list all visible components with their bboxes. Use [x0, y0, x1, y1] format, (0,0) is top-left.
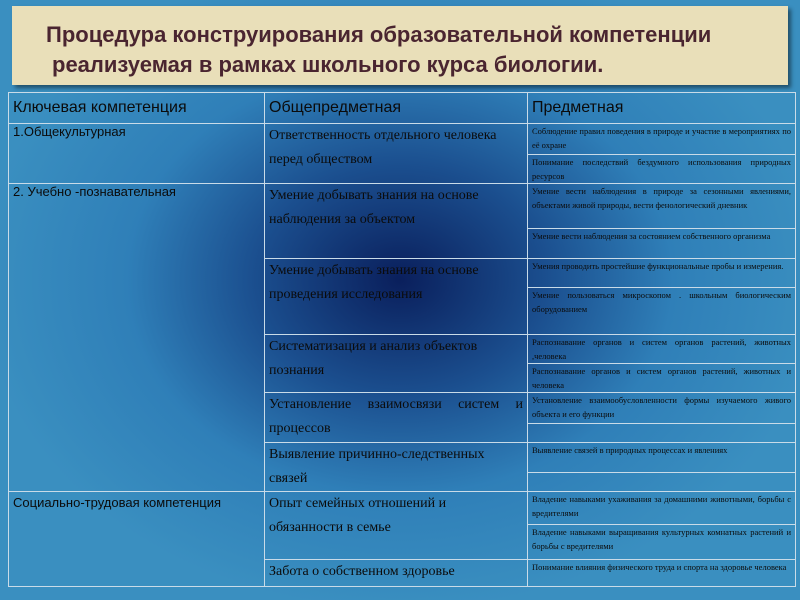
subject-cell: Владение навыками выращивания культурных комнатных растений и борьбы с вредителями [528, 525, 796, 560]
subject-cell: Умение вести наблюдения в природе за сезонными явлениями, объектами живой природы, вести фенологический дневник [528, 184, 796, 229]
key-competence-cell: 2. Учебно -познавательная [9, 184, 265, 492]
title-line-1: Процедура конструирования образовательной компетенции [46, 22, 712, 47]
subject-cell: Владение навыками ухаживания за домашними животными, борьбы с вредителями [528, 492, 796, 525]
title-banner [12, 6, 788, 85]
subject-cell-empty [528, 472, 796, 491]
subject-cell: Понимание последствий бездумного использования природных ресурсов [528, 155, 796, 184]
subject-cell: Распознавание органов и систем органов растений, животных ,человека [528, 335, 796, 364]
general-subject-cell: Забота о собственном здоровье [265, 560, 528, 587]
table-row [9, 492, 796, 525]
subject-cell: Умение вести наблюдения за состоянием собственного организма [528, 229, 796, 259]
general-subject-cell: Систематизация и анализ объектов познания [265, 335, 528, 393]
subject-cell: Распознавание органов и систем органов растений, животных и человека [528, 364, 796, 393]
subject-cell: Понимание влияния физического труда и спорта на здоровье человека [528, 560, 796, 587]
subject-cell-empty [528, 424, 796, 443]
general-subject-cell: Умение добывать знания на основе наблюдения за объектом [265, 184, 528, 259]
header-key-competence: Ключевая компетенция [9, 93, 265, 124]
subject-cell: Установление взаимообусловленности формы изучаемого живого объекта и его функции [528, 393, 796, 424]
general-subject-cell: Умение добывать знания на основе проведения исследования [265, 259, 528, 335]
subject-cell: Выявление связей в природных процессах и явлениях [528, 443, 796, 473]
subject-cell: Соблюдение правил поведения в природе и участие в мероприятиях по её охране [528, 124, 796, 155]
subject-cell: Умение пользоваться микроскопом . школьным биологическим оборудованием [528, 288, 796, 335]
subject-cell: Умения проводить простейшие функциональные пробы и измерения. [528, 259, 796, 288]
key-competence-cell: 1.Общекультурная [9, 124, 265, 184]
general-subject-cell: Опыт семейных отношений и обязанности в семье [265, 492, 528, 560]
header-general-subject: Общепредметная [265, 93, 528, 124]
table-row [9, 124, 796, 155]
general-subject-cell: Выявление причинно-следственных связей [265, 443, 528, 492]
competence-table [8, 92, 796, 587]
header-subject: Предметная [528, 93, 796, 124]
general-subject-cell: Ответственность отдельного человека перед обществом [265, 124, 528, 184]
general-subject-cell: Установление взаимосвязи систем и процессов [265, 393, 528, 443]
table-header-row [9, 93, 796, 124]
title-line-2: реализуемая в рамках школьного курса биологии. [52, 52, 604, 77]
key-competence-cell: Социально-трудовая компетенция [9, 492, 265, 587]
table-row [9, 184, 796, 229]
